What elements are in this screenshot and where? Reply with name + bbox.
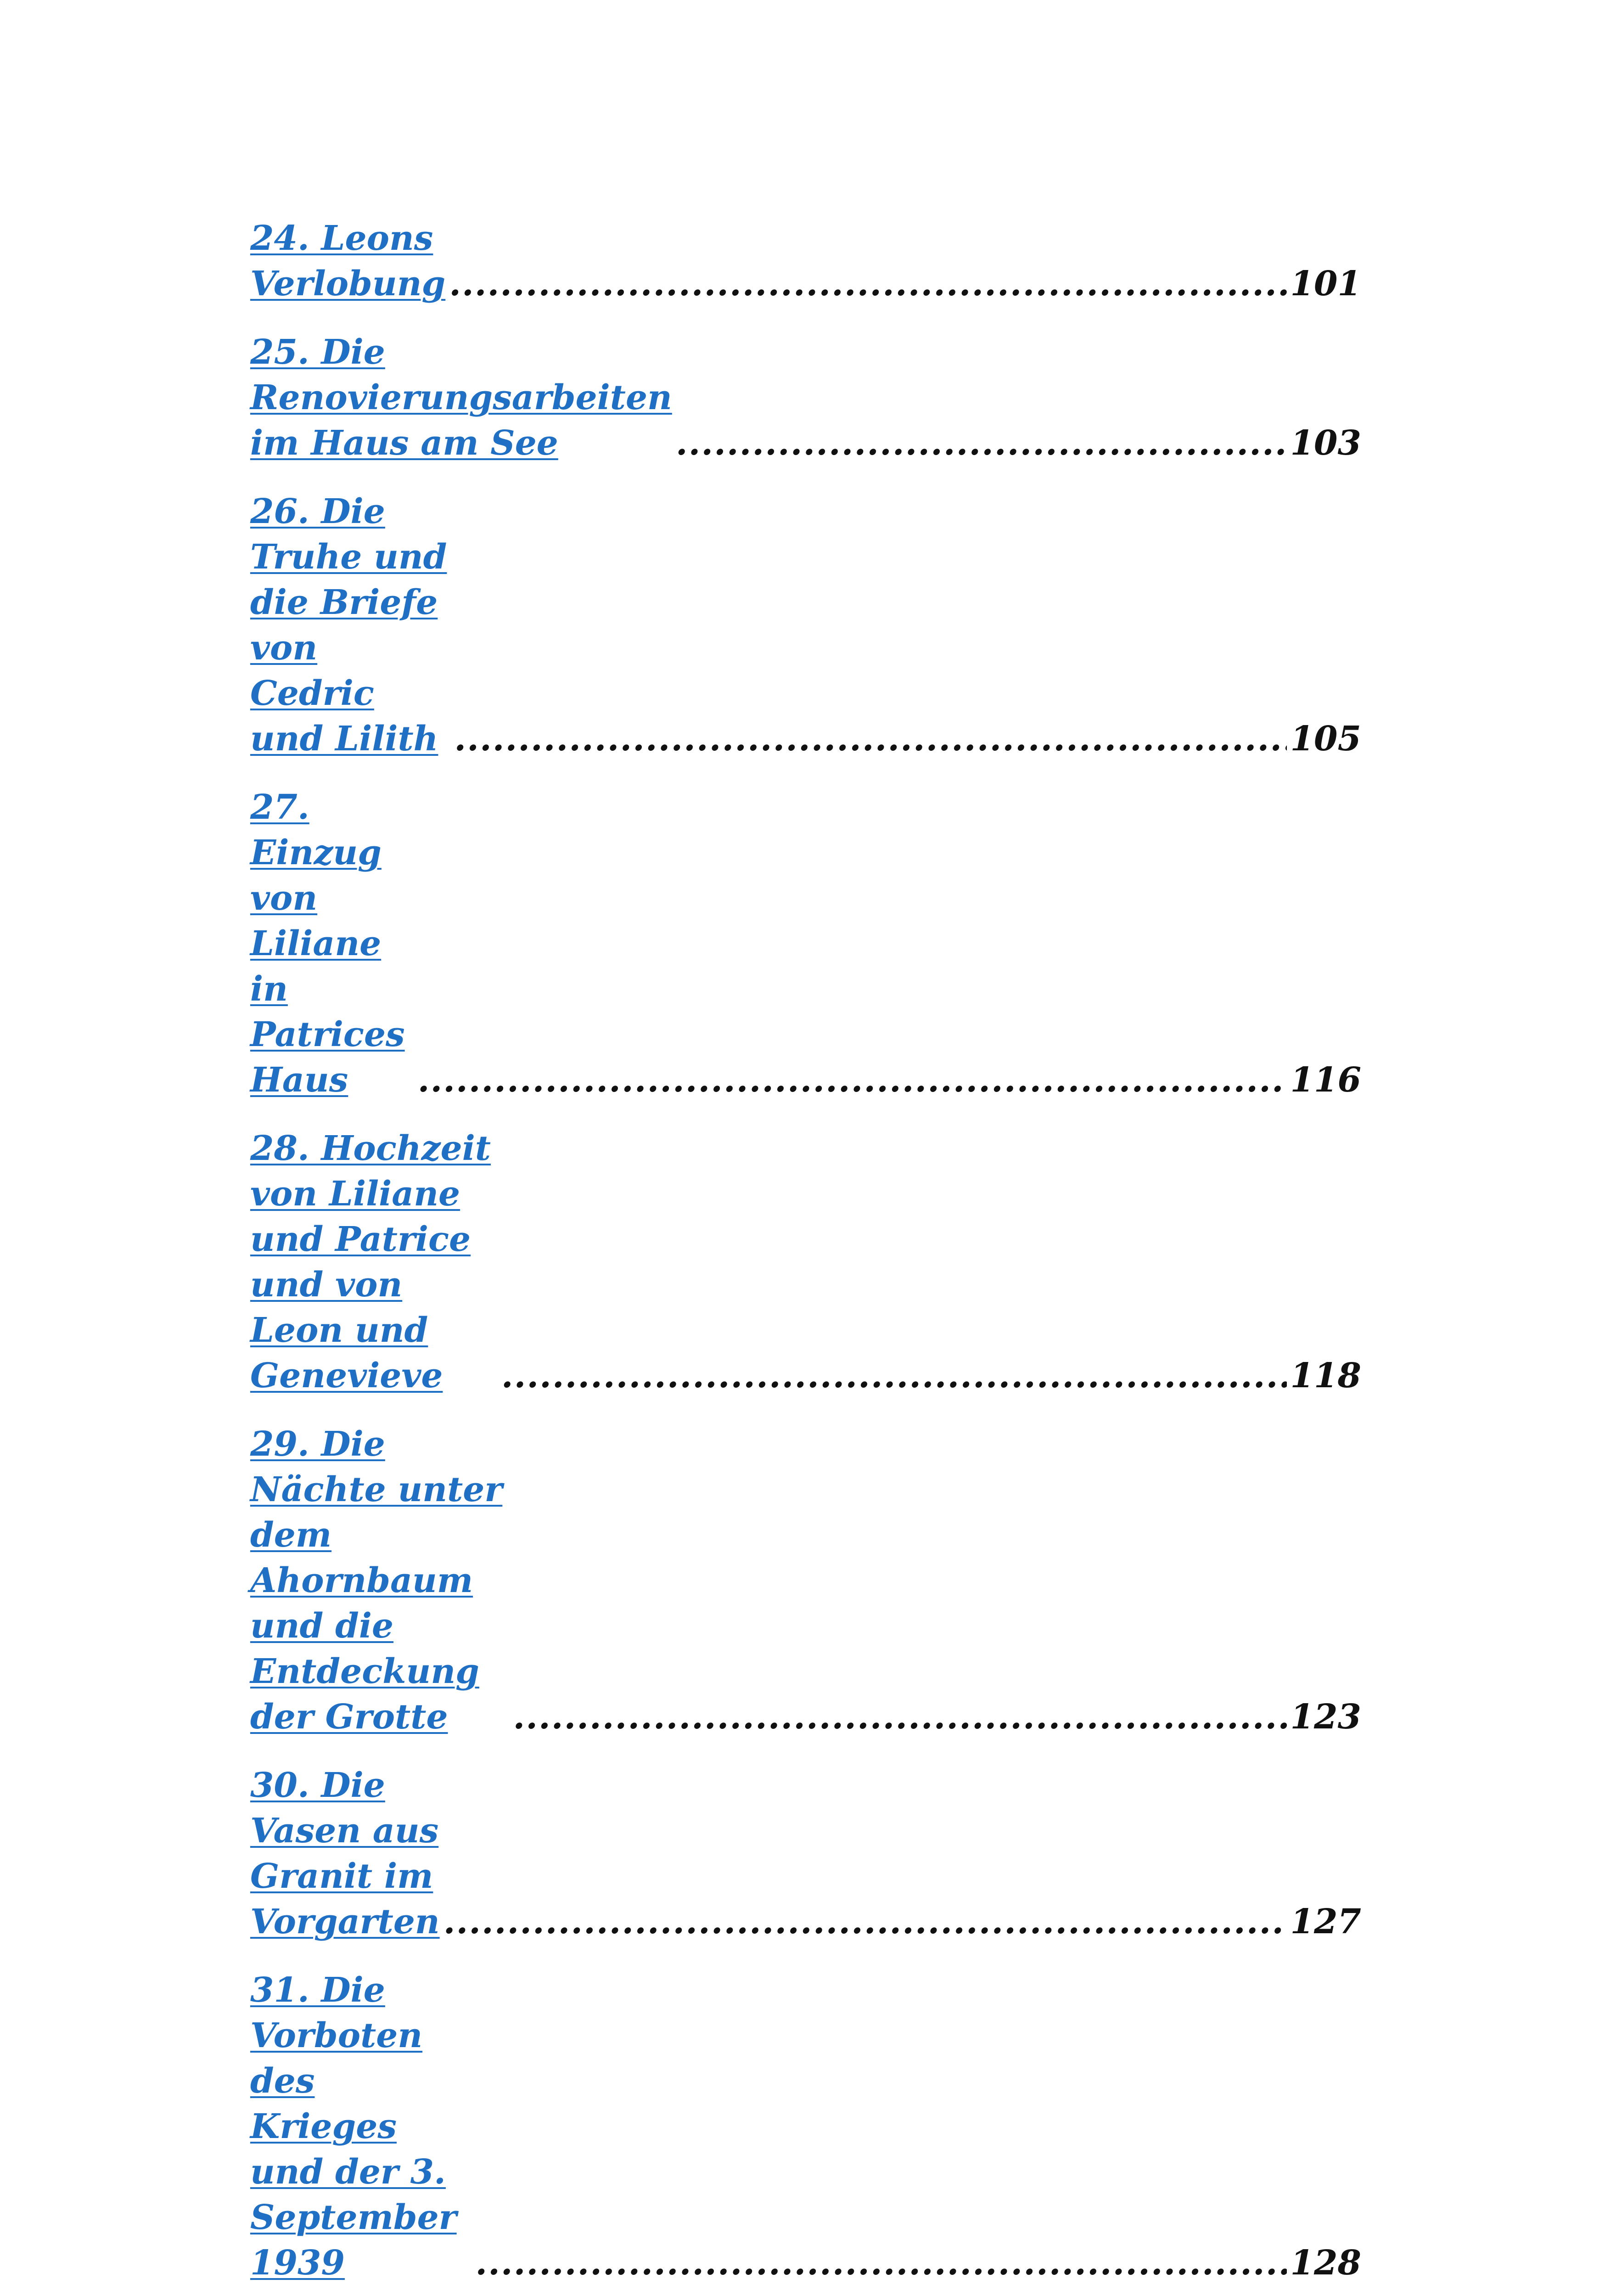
toc-entry-title[interactable]: 29. Die Nächte unter dem Ahornbaum und die Entdeckung der Grotte <box>250 1424 503 1737</box>
toc-entry-27[interactable] <box>250 785 1361 1103</box>
toc-page-number: 128 <box>1290 2243 1361 2283</box>
toc-leader-dots <box>449 261 1286 307</box>
toc-entry-title[interactable]: 25. Die Renovierungsarbeiten im Haus am See <box>250 332 672 463</box>
toc-entry-title[interactable]: 27. Einzug von Liliane in Patrices Haus <box>250 788 405 1100</box>
toc-leader-dots <box>475 2240 1286 2286</box>
toc-leader-dots <box>676 421 1287 466</box>
toc-entry-29[interactable] <box>250 1422 1361 1740</box>
toc-entry-26[interactable] <box>250 489 1361 762</box>
toc-entry-title[interactable]: 26. Die Truhe und die Briefe von Cedric und Lilith <box>250 492 447 759</box>
toc-leader-dots <box>501 1353 1287 1399</box>
toc-leader-dots <box>418 1058 1287 1103</box>
toc-leader-dots <box>513 1694 1286 1740</box>
toc-entry-title[interactable]: 30. Die Vasen aus Granit im Vorgarten <box>250 1766 440 1941</box>
toc-entry-28[interactable] <box>250 1126 1361 1399</box>
toc-entry-title[interactable]: 24. Leons Verlobung <box>250 219 446 304</box>
toc-entry-24[interactable] <box>250 216 1361 307</box>
toc-page-number: 123 <box>1290 1697 1361 1737</box>
toc-entry-title[interactable]: 28. Hochzeit von Liliane und Patrice und von Leon und Genevieve <box>250 1129 491 1396</box>
toc-page-number: 127 <box>1290 1902 1361 1941</box>
toc-entry-25[interactable] <box>250 330 1361 466</box>
toc-leader-dots <box>443 1899 1287 1945</box>
toc-page-number: 103 <box>1290 423 1361 463</box>
toc-entry-30[interactable] <box>250 1763 1361 1945</box>
toc-page-number: 105 <box>1290 719 1361 759</box>
toc-leader-dots <box>454 716 1286 762</box>
toc-page-number: 118 <box>1290 1356 1361 1396</box>
toc-page-number: 101 <box>1290 264 1361 304</box>
table-of-contents <box>250 216 1361 2296</box>
toc-page-number: 116 <box>1290 1060 1361 1100</box>
toc-entry-title[interactable]: 31. Die Vorboten des Krieges und der 3. September 1939 <box>250 1970 457 2283</box>
toc-entry-31[interactable] <box>250 1968 1361 2286</box>
